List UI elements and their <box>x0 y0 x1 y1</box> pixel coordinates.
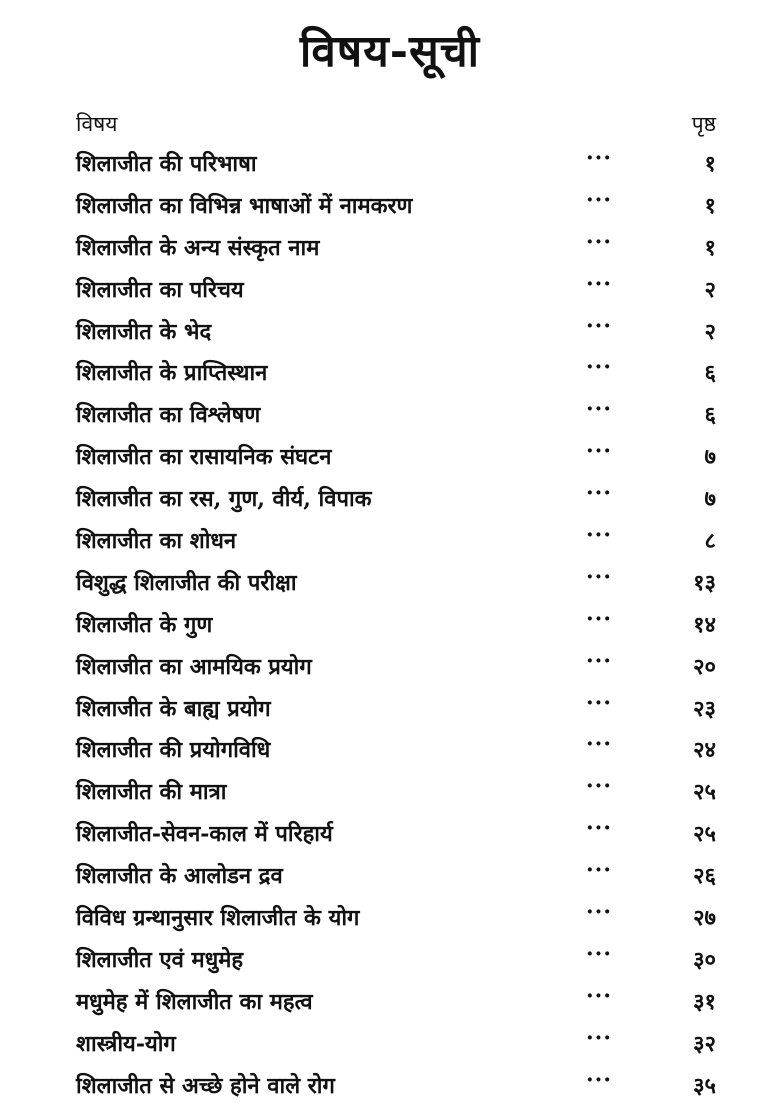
toc-entry-subject: शिलाजीत का शोधन <box>76 528 237 555</box>
toc-entry-leader-dots: ··· <box>586 899 612 926</box>
toc-entry-page-number: ३२ <box>693 1030 716 1057</box>
toc-entry-subject: शिलाजीत का विभिन्न भाषाओं में नामकरण <box>76 192 413 219</box>
toc-entry-page-number: २५ <box>693 821 716 848</box>
toc-entry-subject: शिलाजीत का विश्लेषण <box>76 402 261 429</box>
toc-entry-subject: विशुद्ध शिलाजीत की परीक्षा <box>76 569 297 596</box>
toc-entry-page-number: ३५ <box>693 1072 716 1099</box>
toc-entry-page-number: १४ <box>693 611 716 638</box>
toc-entry-page-number: २ <box>704 276 716 303</box>
toc-entry-leader-dots: ··· <box>586 689 612 716</box>
toc-entry <box>76 186 716 228</box>
toc-entry-subject: शिलाजीत एवं मधुमेह <box>76 946 244 973</box>
toc-entry <box>76 730 716 772</box>
toc-entry-leader-dots: ··· <box>586 563 612 590</box>
toc-entry <box>76 563 716 605</box>
toc-entry-page-number: १३ <box>693 569 716 596</box>
toc-entry-leader-dots: ··· <box>586 186 612 213</box>
toc-entry-page-number: २६ <box>693 863 716 890</box>
toc-entry-page-number: २७ <box>693 905 716 932</box>
toc-entry <box>76 144 716 186</box>
toc-entry-subject: शिलाजीत की प्रयोगविधि <box>76 737 271 764</box>
toc-entry-page-number: ७ <box>704 486 716 513</box>
toc-entry-subject: शिलाजीत से अच्छे होने वाले रोग <box>76 1072 335 1099</box>
toc-entry-leader-dots: ··· <box>586 312 612 339</box>
toc-entry-subject: शिलाजीत के अन्य संस्कृत नाम <box>76 234 320 261</box>
toc-entry-subject: शिलाजीत के गुण <box>76 611 213 638</box>
toc-entry-subject: शिलाजीत की मात्रा <box>76 779 227 806</box>
toc-entry-leader-dots: ··· <box>586 647 612 674</box>
toc-entry-page-number: २४ <box>693 737 716 764</box>
toc-entry-page-number: ६ <box>704 402 716 429</box>
toc-entry-page-number: ७ <box>704 444 716 471</box>
toc-entry-leader-dots: ··· <box>586 480 612 507</box>
toc-entry <box>76 605 716 647</box>
toc-entry-leader-dots: ··· <box>586 605 612 632</box>
toc-entry-subject: शिलाजीत-सेवन-काल में परिहार्य <box>76 821 333 848</box>
toc-entry-page-number: १ <box>704 151 716 177</box>
toc-entry <box>76 353 716 395</box>
toc-entry <box>76 647 716 689</box>
toc-entry <box>76 940 716 982</box>
toc-entry-leader-dots: ··· <box>586 1024 612 1051</box>
toc-entry-leader-dots: ··· <box>586 815 612 842</box>
toc-entry-page-number: २३ <box>693 695 716 722</box>
toc-entry-leader-dots: ··· <box>586 396 612 423</box>
toc-entry-leader-dots: ··· <box>586 940 612 967</box>
toc-entry-page-number: ३१ <box>693 988 716 1015</box>
toc-entry-subject: शिलाजीत का रस, गुण, वीर्य, विपाक <box>76 486 372 513</box>
toc-entry-subject: मधुमेह में शिलाजीत का महत्व <box>76 988 313 1015</box>
toc-entry-subject: शास्त्रीय-योग <box>76 1030 176 1057</box>
toc-entry-leader-dots: ··· <box>586 857 612 884</box>
toc-entry <box>76 479 716 521</box>
toc-entry-subject: शिलाजीत की परिभाषा <box>76 151 257 177</box>
toc-entry-page-number: १ <box>704 234 716 261</box>
toc-entry <box>76 228 716 270</box>
toc-entry <box>76 898 716 940</box>
toc-entry-leader-dots: ··· <box>586 773 612 800</box>
toc-entry-subject: शिलाजीत का रासायनिक संघटन <box>76 444 332 471</box>
toc-entry <box>76 814 716 856</box>
toc-entry-page-number: ३० <box>693 946 716 973</box>
toc-entry <box>76 772 716 814</box>
toc-entry <box>76 395 716 437</box>
toc-entry-subject: विविध ग्रन्थानुसार शिलाजीत के योग <box>76 905 360 932</box>
toc-entry-subject: शिलाजीत के बाह्य प्रयोग <box>76 695 271 722</box>
toc-entry-leader-dots: ··· <box>586 228 612 255</box>
toc-entry <box>76 856 716 898</box>
toc-entry-leader-dots: ··· <box>586 731 612 758</box>
toc-entry-leader-dots: ··· <box>586 145 612 171</box>
toc-entry-leader-dots: ··· <box>586 982 612 1009</box>
page-column-header: पृष्ठ <box>691 112 716 136</box>
toc-entry <box>76 689 716 731</box>
toc-entry-page-number: ८ <box>704 528 716 555</box>
toc-entry-page-number: २० <box>693 653 716 680</box>
toc-entry-subject: शिलाजीत का आमयिक प्रयोग <box>76 653 312 680</box>
toc-entry-subject: शिलाजीत के भेद <box>76 318 212 345</box>
toc-entry <box>76 1024 716 1066</box>
toc-entry-page-number: ६ <box>704 360 716 387</box>
toc-entry <box>76 437 716 479</box>
toc-entry-leader-dots: ··· <box>586 438 612 465</box>
toc-entry <box>76 521 716 563</box>
toc-entry-subject: शिलाजीत के प्राप्तिस्थान <box>76 360 268 387</box>
subject-column-header: विषय <box>76 112 118 136</box>
toc-entry <box>76 312 716 354</box>
page-title: विषय-सूची <box>299 26 481 77</box>
toc-entry-leader-dots: ··· <box>586 270 612 297</box>
toc-entry-page-number: २५ <box>693 779 716 806</box>
toc-header <box>76 108 716 140</box>
toc-entry-leader-dots: ··· <box>586 354 612 381</box>
table-of-contents <box>76 144 716 1107</box>
toc-entry-leader-dots: ··· <box>586 522 612 549</box>
toc-entry-subject: शिलाजीत का परिचय <box>76 276 244 303</box>
toc-entry <box>76 270 716 312</box>
toc-entry-page-number: २ <box>704 318 716 345</box>
toc-entry <box>76 982 716 1024</box>
toc-entry <box>76 1066 716 1108</box>
toc-entry-leader-dots: ··· <box>586 1066 612 1093</box>
toc-entry-subject: शिलाजीत के आलोडन द्रव <box>76 863 283 890</box>
toc-entry-page-number: १ <box>704 192 716 219</box>
